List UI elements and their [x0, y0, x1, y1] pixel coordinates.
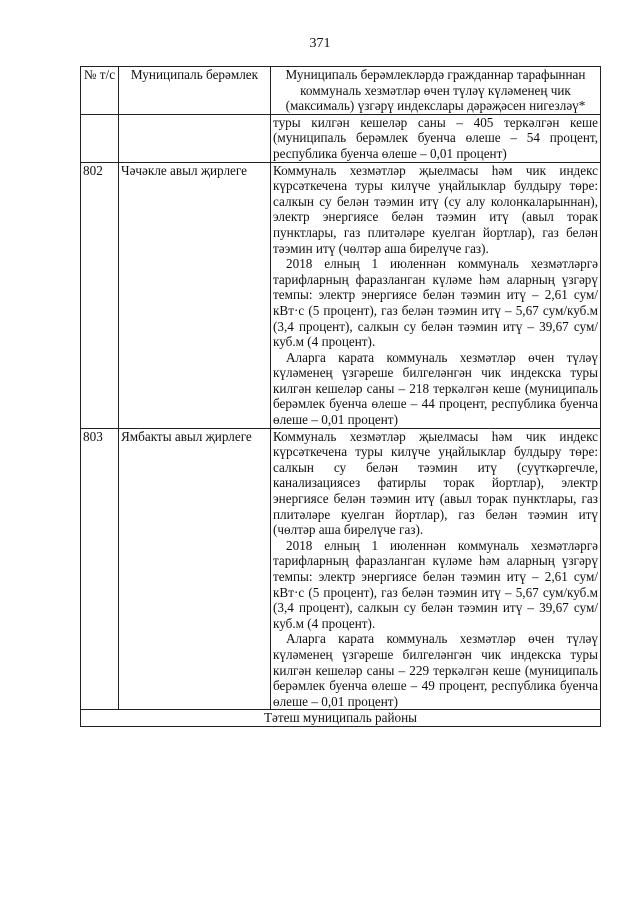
condition-description	[271, 428, 601, 710]
tariff-paragraph: 2018 елның 1 июленнән коммуналь хезмәтләргә тарифларның фаразланган күләме һәм аларның үзгәрү темпы: электр энергиясе белән тәэмин итү – 2,61 сум/кВт·с (5 процент), газ белән тәэмин итү – 5,67 сум/куб.м (3,4 процент), салкын су белән тәэмин итү – 39,67 сум/куб.м (4 процент).	[273, 537, 598, 631]
condition-description	[271, 162, 601, 428]
municipality-name: Чәчәкле авыл җирлеге	[119, 162, 271, 428]
continuation-text: туры килгән кешеләр саны – 405 теркәлгән кеше (муниципаль берәмлек буенча өлеше – 54 процент, республика буенча өлеше – 0,01 процент)	[271, 114, 601, 162]
population-paragraph: Аларга карата коммуналь хезмәтләр өчен түләү күләменең үзгәреше билгеләнгән чик индекска туры килгән кешеләр саны – 218 теркәлгән кеше (муниципаль берәмлек буенча өлеше – 44 процент, республика буенча өлеше – 0,01 процент)	[273, 349, 598, 428]
condition-paragraph: Коммуналь хезмәтләр җыелмасы һәм чик индекс күрсәткечена туры килүче уңайлыклар булдыру төре: салкын су белән тәэмин итү (су алу колонкаларыннан), электр энергиясе белән тәэмин итү (авыл торак пунктлары, газ плитәләре куелган йортлар), газ белән тәэмин итү (чөлтәр аша бирелүче газ).	[273, 162, 598, 256]
header-condition: Муниципаль берәмлекләрдә гражданнар тарафыннан коммуналь хезмәтләр өчен түләү күләменең чик (максималь) үзгәрү индекслары дәрәҗәсен нигезләү*	[271, 67, 601, 115]
empty-cell	[119, 114, 271, 162]
condition-paragraph: Коммуналь хезмәтләр җыелмасы һәм чик индекс күрсәткечена туры килүче уңайлыклар булдыру төре: салкын су белән тәэмин итү (суүткәргечле, канализациясез фатирлы торак йортлар), электр энергиясе белән тәэмин итү (авыл торак пунктлары, газ плитәләре куелган йортлар), газ белән тәэмин итү (чөлтәр аша бирелүче газ).	[273, 428, 598, 538]
table-row	[81, 162, 601, 428]
district-footer: Тәтеш муниципаль районы	[81, 710, 601, 727]
page-number: 371	[309, 36, 331, 51]
table-header-row	[81, 67, 601, 115]
district-row	[81, 710, 601, 727]
population-paragraph: Аларга карата коммуналь хезмәтләр өчен түләү күләменең үзгәреше билгеләнгән чик индекска туры килгән кешеләр саны – 229 теркәлгән кеше (муниципаль берәмлек буенча өлеше – 49 процент, республика буенча өлеше – 0,01 процент)	[273, 631, 598, 709]
row-number: 803	[81, 428, 119, 710]
row-number: 802	[81, 162, 119, 428]
tariff-paragraph: 2018 елның 1 июленнән коммуналь хезмәтләргә тарифларның фаразланган күләме һәм аларның үзгәрү темпы: электр энергиясе белән тәэмин итү – 2,61 сум/кВт·с (5 процент), газ белән тәэмин итү – 5,67 сум/куб.м (3,4 процент), салкын су белән тәэмин итү – 39,67 сум/куб.м (4 процент).	[273, 256, 598, 350]
municipality-name: Ямбакты авыл җирлеге	[119, 428, 271, 710]
header-municipality: Муниципаль берәмлек	[119, 67, 271, 115]
table-row	[81, 428, 601, 710]
header-number: № т/с	[81, 67, 119, 115]
index-table	[80, 66, 601, 727]
empty-cell	[81, 114, 119, 162]
table-row-continuation	[81, 114, 601, 162]
